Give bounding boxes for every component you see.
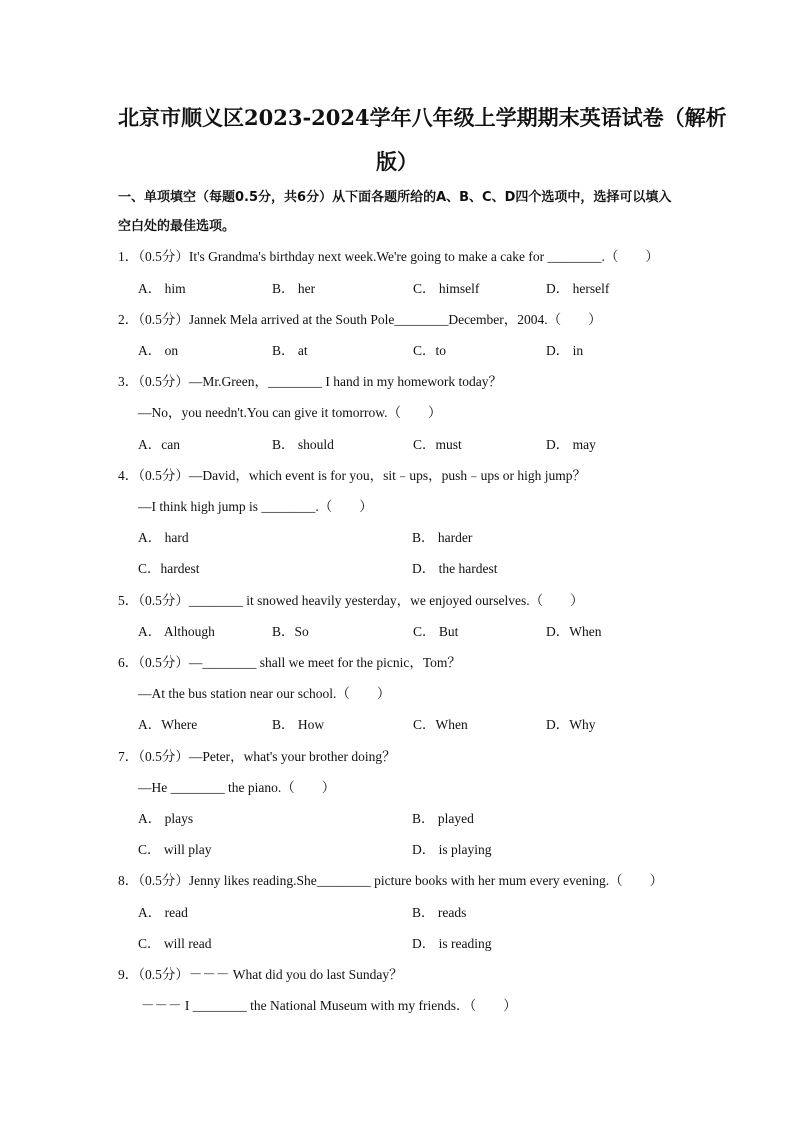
question-7-option-d[interactable]: D． is playing (412, 842, 492, 857)
question-1-option-d[interactable]: D． herself (546, 281, 610, 296)
question-6-option-a[interactable]: A．Where (138, 717, 198, 732)
question-3-option-d[interactable]: D． may (546, 437, 596, 452)
question-8-option-d[interactable]: D． is reading (412, 936, 492, 951)
question-4-option-a[interactable]: A． hard (138, 530, 189, 545)
question-8-option-c[interactable]: C． will read (138, 936, 212, 951)
question-4-option-c[interactable]: C．hardest (138, 561, 200, 576)
question-6-option-b[interactable]: B． How (272, 717, 325, 732)
question-2-option-c[interactable]: C．to (413, 343, 447, 358)
title-line-2: 版） (376, 149, 418, 174)
question-7-option-a[interactable]: A． plays (138, 811, 194, 826)
question-6-stem: 6．（0.5分）—________ shall we meet for the picnic，Tom？ (118, 655, 461, 670)
question-7-option-b[interactable]: B． played (412, 811, 474, 826)
question-7-option-c[interactable]: C． will play (138, 842, 212, 857)
question-3-option-b[interactable]: B． should (272, 437, 334, 452)
question-3-option-a[interactable]: A．can (138, 437, 180, 452)
question-4-stem: 4．（0.5分）—David，which event is for you，sit﹣ups，push﹣ups or high jump？ (118, 468, 586, 483)
question-1-stem: 1．（0.5分）It's Grandma's birthday next week.We're going to make a cake for ________.（ ） (118, 249, 659, 264)
question-5-option-c[interactable]: C． But (413, 624, 459, 639)
question-3-stem-reply: —No，you needn't.You can give it tomorrow.（ ） (138, 405, 442, 420)
question-5-option-d[interactable]: D．When (546, 624, 602, 639)
question-3-stem: 3．（0.5分）—Mr.Green，________ I hand in my homework today？ (118, 374, 502, 389)
question-9-stem-reply: －－－ I ________ the National Museum with my friends．（ ） (141, 998, 517, 1013)
question-1-option-c[interactable]: C． himself (413, 281, 480, 296)
question-4-option-d[interactable]: D． the hardest (412, 561, 498, 576)
question-5-option-a[interactable]: A． Although (138, 624, 215, 639)
question-4-stem-reply: —I think high jump is ________.（ ） (138, 499, 373, 514)
question-6-stem-reply: —At the bus station near our school.（ ） (138, 686, 391, 701)
title-line-1: 北京市顺义区2023-2024学年八年级上学期期末英语试卷（解析 (118, 105, 727, 130)
question-2-option-b[interactable]: B． at (272, 343, 308, 358)
question-8-option-b[interactable]: B． reads (412, 905, 467, 920)
question-7-stem: 7．（0.5分）—Peter，what's your brother doing？ (118, 749, 396, 764)
question-5-stem: 5．（0.5分）________ it snowed heavily yesterday，we enjoyed ourselves.（ ） (118, 593, 584, 608)
question-3-option-c[interactable]: C．must (413, 437, 462, 452)
question-6-option-c[interactable]: C．When (413, 717, 468, 732)
question-8-stem: 8．（0.5分）Jenny likes reading.She________ picture books with her mum every evening.（ ） (118, 873, 664, 888)
question-2-option-d[interactable]: D． in (546, 343, 584, 358)
section-instructions: 一、单项填空（每题0.5分，共6分）从下面各题所给的A、B、C、D四个选项中，选择可以填入空白处的最佳选项。 (118, 190, 672, 234)
question-1-option-b[interactable]: B． her (272, 281, 316, 296)
question-2-stem: 2．（0.5分）Jannek Mela arrived at the South Pole________December，2004.（ ） (118, 312, 602, 327)
question-9-stem: 9．（0.5分）－－－ What did you do last Sunday？ (118, 967, 403, 982)
question-8-option-a[interactable]: A． read (138, 905, 188, 920)
question-7-stem-reply: —He ________ the piano.（ ） (138, 780, 336, 795)
question-5-option-b[interactable]: B．So (272, 624, 309, 639)
question-2-option-a[interactable]: A． on (138, 343, 179, 358)
page-title (118, 96, 727, 184)
question-4-option-b[interactable]: B． harder (412, 530, 473, 545)
question-1-option-a[interactable]: A． him (138, 281, 186, 296)
question-6-option-d[interactable]: D．Why (546, 717, 596, 732)
